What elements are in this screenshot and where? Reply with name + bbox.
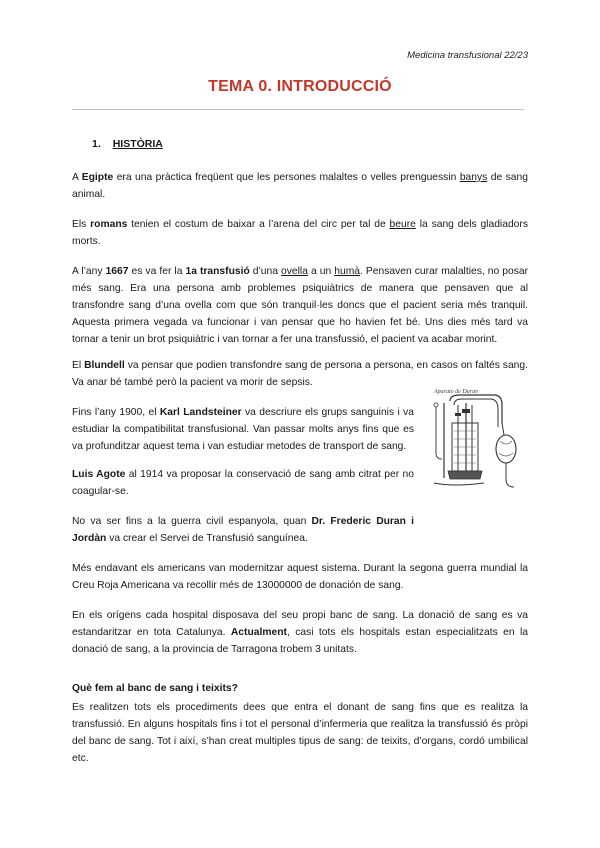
title-divider <box>72 109 524 110</box>
section-title: HISTÒRIA <box>112 138 163 150</box>
paragraph-egipte: A Egipte era una pràctica freqüent que les persones malaltes o velles prenguessin banys de sang animal. <box>72 172 528 200</box>
paragraph-americans: Més endavant els americans van modernitzar aquest sistema. Durant la segona guerra mundial la Creu Roja Americana va recollir més de 13000000 de donación de sang. <box>72 563 528 591</box>
paragraph-duran: No va ser fins a la guerra civil espanyola, quan Dr. Frederic Duran i Jordàn va crear el Servei de Transfusió sanguínea. <box>72 516 414 544</box>
paragraph-romans: Els romans tenien el costum de baixar a l’arena del circ per tal de beure la sang dels gladiadors morts. <box>72 219 528 247</box>
page-header: Medicina transfusional 22/23 <box>407 50 528 61</box>
section-heading <box>92 138 163 150</box>
subsection-body: Es realitzen tots els procediments dees que entra el donant de sang fins que es realitza la transfussió. En alguns hospitals fins i tot el personal d’infermeria que realitza la transfussió és pròpi del banc de sang. Tot i així, s’han creat multiples tipus de sang: de teixits, d’organs, cordó umbilical etc. <box>72 702 528 764</box>
figure-caption: Aparato de Duran <box>434 389 478 395</box>
section-number: 1. <box>92 138 101 150</box>
paragraph-1667: A l’any 1667 es va fer la 1a transfusió d’una ovella a un humà. Pensaven curar malalties, no posar més sang. Era una persona amb problemes psiquiàtrics de manera que pensaven que al transfondre sang d’una ovella com que són tranquil·les doncs que el pacient seria més tranquil. Aquesta primera vegada va funcionar i van pensar que ho havien fet bé. Uns dies més tard va tornar a tenir un brot psiquiàtric i van tornar a fer una transfussió, el pacient va acabar morint. <box>72 266 529 345</box>
paragraph-landsteiner: Fins l’any 1900, el Karl Landsteiner va descriure els grups sanguinis i va estudiar la compatibilitat transfusional. Van passar molts anys fins que es va profunditzar aquest tema i van estudiar metodes de transport de sang. <box>72 407 414 452</box>
paragraph-blundell: El Blundell va pensar que podien transfondre sang de persona a persona, en casos on faltés sang. Va anar bé també però la pacient va morir de sepsis. <box>72 360 528 388</box>
transfusion-apparatus-illustration <box>414 383 528 495</box>
subsection-title: Què fem al banc de sang i teixits? <box>72 683 238 694</box>
page-title: TEMA 0. INTRODUCCIÓ <box>208 78 392 95</box>
paragraph-agote: Luis Agote al 1914 va proposar la conservació de sang amb citrat per no coagular-se. <box>72 469 414 497</box>
paragraph-origens: En els orígens cada hospital disposava del seu propi banc de sang. La donació de sang es va estandaritzar en tota Catalunya. Actualment, casi tots els hospitals estan especialitzats en la donació de sang, a la provincia de Tarragona trobem 3 unitats. <box>72 610 528 655</box>
